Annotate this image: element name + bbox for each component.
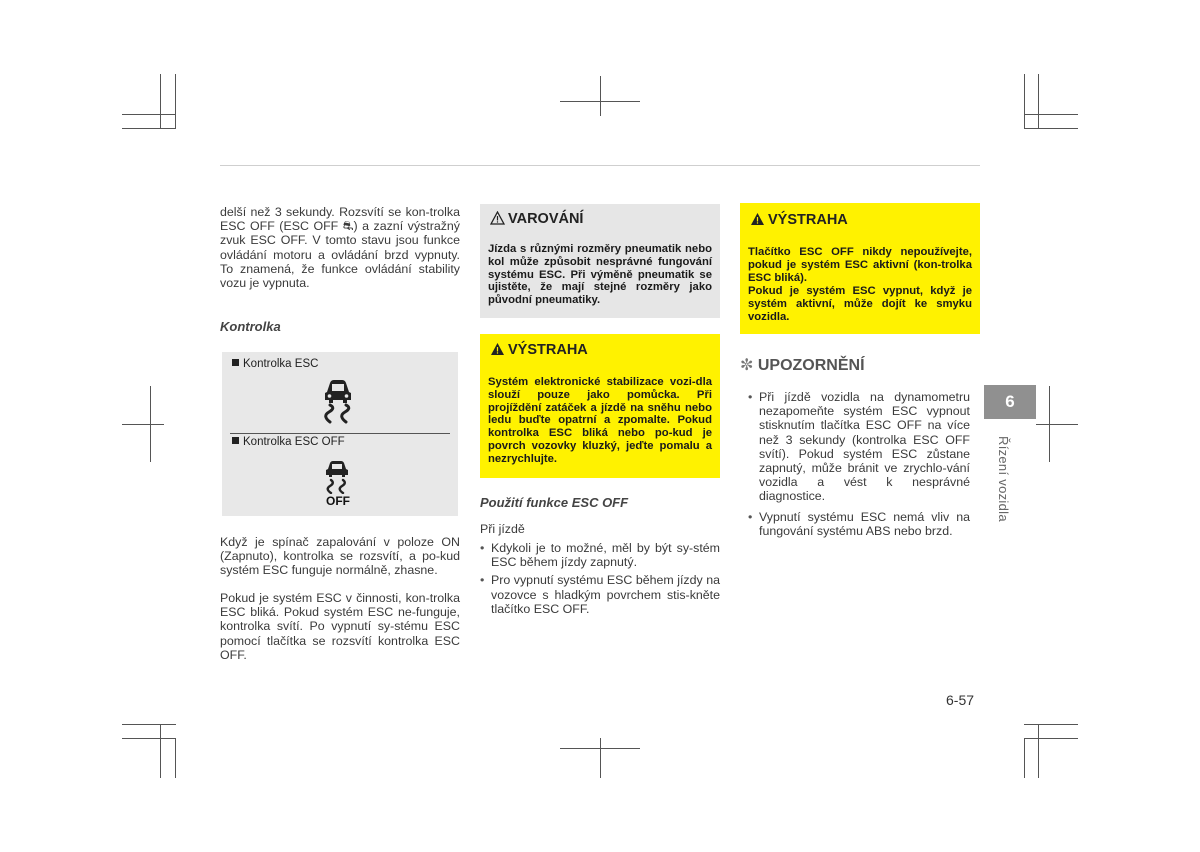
list-item: • Při jízdě vozidla na dynamometru nezapomeňte systém ESC vypnout stisknutím tlačítka ESC OFF na více než 3 sekundy (kontrolka ESC OFF svítí). Pokud systém ESC zůstane zapnutý, může bránit ve zrychlo-vání vozidla a vést k nesprávné diagnostice. (748, 390, 970, 504)
registration-mark (1049, 386, 1050, 462)
caution-text-2b: Pokud je systém ESC vypnut, když je systém aktivní, může dojít ke smyku vozidla. (748, 285, 972, 323)
registration-mark (600, 738, 601, 778)
crop-mark (122, 128, 176, 129)
notice-heading (740, 355, 980, 375)
panel-divider (230, 433, 450, 434)
crop-mark (1024, 738, 1025, 778)
notice-title-text: UPOZORNĚNÍ (757, 357, 865, 374)
crop-mark (160, 724, 161, 778)
caution-box-2 (740, 203, 980, 334)
list-item: • Vypnutí systému ESC nemá vliv na fungování systému ABS nebo brzd. (748, 510, 970, 538)
crop-mark (122, 738, 176, 739)
while-driving-label: Při jízdě (480, 522, 525, 536)
caution-triangle-icon (750, 212, 765, 226)
chapter-title-vertical: Řízení vozidla (996, 436, 1011, 522)
list-item: • Pro vypnutí systému ESC během jízdy na vozovce s hladkým povrchem stis-kněte tlačítko ESC OFF. (480, 573, 720, 616)
driving-bullet-list (480, 541, 720, 616)
list-item: • Kdykoli je to možné, měl by být sy-stém ESC během jízdy zapnutý. (480, 541, 720, 569)
page-number: 6-57 (946, 692, 975, 708)
registration-mark (150, 386, 151, 462)
warning-box (480, 204, 720, 318)
chapter-tab: 6 (984, 385, 1036, 419)
paragraph-ignition: Když je spínač zapalování v poloze ON (Zapnuto), kontrolka se rozsvítí, a po-kud systém ESC funguje normálně, zhasne. (220, 535, 460, 578)
registration-mark (1036, 424, 1078, 425)
paragraph-esc-operation: Pokud je systém ESC v činnosti, kon-trolka ESC bliká. Pokud systém ESC ne-funguje, kontrolka svítí. Po vypnutí sy-stému ESC pomocí tlačítka se rozsvítí kontrolka ESC OFF. (220, 591, 460, 662)
warning-title-text: VAROVÁNÍ (508, 211, 584, 227)
esc-off-label (232, 436, 345, 448)
caution-title-2 (750, 212, 848, 228)
crop-mark (175, 738, 176, 778)
crop-mark (1024, 74, 1025, 128)
esc-label-text: Kontrolka ESC (243, 358, 319, 370)
kontrolka-heading: Kontrolka (220, 319, 281, 334)
crop-mark (175, 74, 176, 128)
caution-title (490, 342, 588, 358)
warning-triangle-icon (490, 211, 505, 225)
indicator-panel (222, 352, 458, 516)
esc-off-label-text: Kontrolka ESC OFF (243, 436, 345, 448)
caution-triangle-icon (490, 342, 505, 356)
caution-text: Systém elektronické stabilizace vozi-dla slouží pouze jako pomůcka. Při projíždění zatáček a jízdě na sněhu nebo ledu buďte opatrní a zpomalte. Pokud kontrolka ESC bliká nebo po-kud je povrch vozovky kluzký, jeďte pomalu a nezrychlujte. (488, 376, 712, 465)
crop-mark (122, 114, 176, 115)
caution-title-2-text: VÝSTRAHA (768, 212, 848, 228)
warning-text: Jízda s různými rozměry pneumatik nebo kol může způsobit nesprávné fungování systému ESC. Při výměně pneumatik se ujistěte, že mají stejné rozměry jako původní pneumatiky. (488, 243, 712, 307)
crop-mark (1024, 738, 1078, 739)
crop-mark (1038, 724, 1039, 778)
esc-off-skid-car-icon (321, 456, 353, 494)
esc-label (232, 358, 318, 370)
crop-mark (160, 74, 161, 128)
esc-skid-car-icon (318, 374, 358, 424)
caution-box (480, 334, 720, 478)
registration-mark (600, 76, 601, 116)
notice-bullet-list (748, 390, 970, 538)
notice-star-icon: ✼ (740, 357, 754, 374)
caution-title-text: VÝSTRAHA (508, 342, 588, 358)
caution-text-2a: Tlačítko ESC OFF nikdy nepoužívejte, pokud je systém ESC aktivní (kon-trolka ESC bliká). (748, 246, 972, 284)
esc-off-icon-text: OFF (326, 494, 350, 508)
crop-mark (1038, 74, 1039, 128)
crop-mark (1024, 114, 1078, 115)
esc-off-usage-heading: Použití funkce ESC OFF (480, 495, 629, 510)
crop-mark (122, 724, 176, 725)
intro-paragraph: delší než 3 sekundy. Rozsvítí se kon-trolka ESC OFF (ESC OFF ⛐) a zazní výstražný zvuk ESC OFF. V tomto stavu jsou funkce ovládání motoru a ovládání brzd vypnuty. To znamená, že funkce ovládání stability vozu je vypnuta. (220, 205, 460, 291)
registration-mark (122, 424, 164, 425)
crop-mark (1024, 724, 1078, 725)
crop-mark (1024, 128, 1078, 129)
header-rule (220, 165, 980, 166)
warning-title (490, 211, 583, 227)
